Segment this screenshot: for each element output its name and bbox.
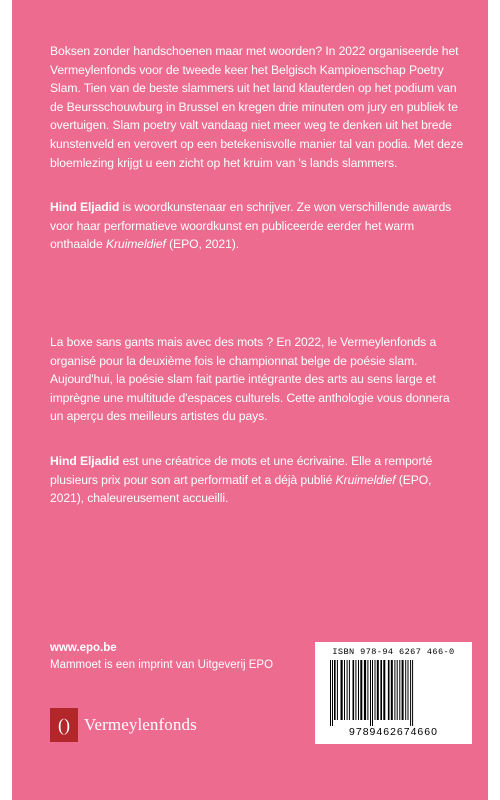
barcode-bar xyxy=(355,660,356,720)
barcode-bar xyxy=(370,660,371,726)
imprint-line: Mammoet is een imprint van Uitgeverij EPO xyxy=(50,659,274,671)
barcode-bar xyxy=(367,660,368,720)
publisher-footer xyxy=(50,640,273,674)
publisher-url: www.epo.be xyxy=(50,642,117,654)
barcode-bar xyxy=(390,660,392,720)
barcode-bar xyxy=(374,660,375,720)
barcode-bar xyxy=(380,660,382,720)
barcode-bar xyxy=(346,660,347,720)
dutch-blurb-text: Boksen zonder handschoenen maar met woorden? In 2022 organiseerde het Vermeylenfonds voor de tweede keer het Belgisch Kampioenschap Poetry Slam. Tien van de beste slammers uit het land klauterden op het podium van de Beursschouwburg in Brussel en kregen drie minuten om jury en publiek te overtuigen. Slam poetry valt vandaag niet meer weg te denken uit het brede kunstenveld en verovert op een betekenisvolle manier tal van podia. Met deze bloemlezing krijgt u een zicht op het kruim van 's lands slammers. xyxy=(50,44,464,170)
barcode-bar xyxy=(330,660,331,726)
barcode-bar xyxy=(363,660,365,720)
barcode-bar xyxy=(358,660,359,720)
barcode-bar xyxy=(348,660,349,720)
barcode-icon xyxy=(326,660,462,726)
dutch-author-bio xyxy=(50,198,465,254)
barcode-bar xyxy=(410,660,411,726)
logo-name: Vermeylenfonds xyxy=(84,715,197,734)
barcode-bar xyxy=(394,660,395,720)
barcode-bar xyxy=(401,660,403,720)
barcode-bar xyxy=(340,660,342,720)
french-bio-end: (EPO, 2021), chaleureusement accueilli. xyxy=(50,472,432,506)
french-book-title: Kruimeldief xyxy=(335,472,396,487)
barcode-bar xyxy=(407,660,408,720)
barcode-bar xyxy=(405,660,406,720)
logo-mark-icon: () xyxy=(50,708,78,742)
isbn-label: ISBN 978-94 6267 466-0 xyxy=(332,647,455,657)
dutch-blurb xyxy=(50,42,465,172)
barcode-bar xyxy=(387,660,389,720)
barcode-bar xyxy=(376,660,378,720)
dutch-bio-text: is woordkunstenaar en schrijver. Ze won verschillende awards voor haar performatieve woordkunst en publiceerde eerder het warm onthaalde xyxy=(50,200,452,252)
barcode-bar xyxy=(336,660,337,720)
barcode-bar xyxy=(412,660,413,726)
barcode-bar xyxy=(360,660,362,720)
barcode-bar xyxy=(396,660,397,720)
barcode-bar xyxy=(372,660,373,726)
french-author-bio xyxy=(50,452,465,508)
barcode-bar xyxy=(352,660,354,720)
barcode-box xyxy=(315,642,472,744)
dutch-bio-end: (EPO, 2021). xyxy=(165,237,240,252)
french-bio-text: est une créatrice de mots et une écrivaine. Elle a remporté plusieurs prix pour son art performatif et a déjà publié xyxy=(50,454,433,487)
french-blurb-text: La boxe sans gants mais avec des mots ? En 2022, le Vermeylenfonds a organisé pour la deuxième fois le championnat belge de poésie slam. Aujourd'hui, la poésie slam fait partie intégrante des arts au sens large et imprègne une multitude d'espaces culturels. Cette anthologie vous donnera un aperçu des meilleurs artistes du pays. xyxy=(50,335,450,424)
barcode-bar xyxy=(334,660,336,720)
french-author-name: Hind Eljadid xyxy=(50,454,120,468)
barcode-bar xyxy=(383,660,385,720)
back-cover xyxy=(12,0,488,800)
dutch-author-name: Hind Eljadid xyxy=(50,200,120,214)
barcode-bar xyxy=(344,660,345,720)
dutch-book-title: Kruimeldief xyxy=(105,237,166,252)
french-blurb xyxy=(50,333,465,426)
barcode-bar xyxy=(332,660,333,726)
ean-number: 9789462674660 xyxy=(349,726,438,738)
barcode-bar xyxy=(399,660,400,720)
vermeylenfonds-logo xyxy=(50,708,197,742)
